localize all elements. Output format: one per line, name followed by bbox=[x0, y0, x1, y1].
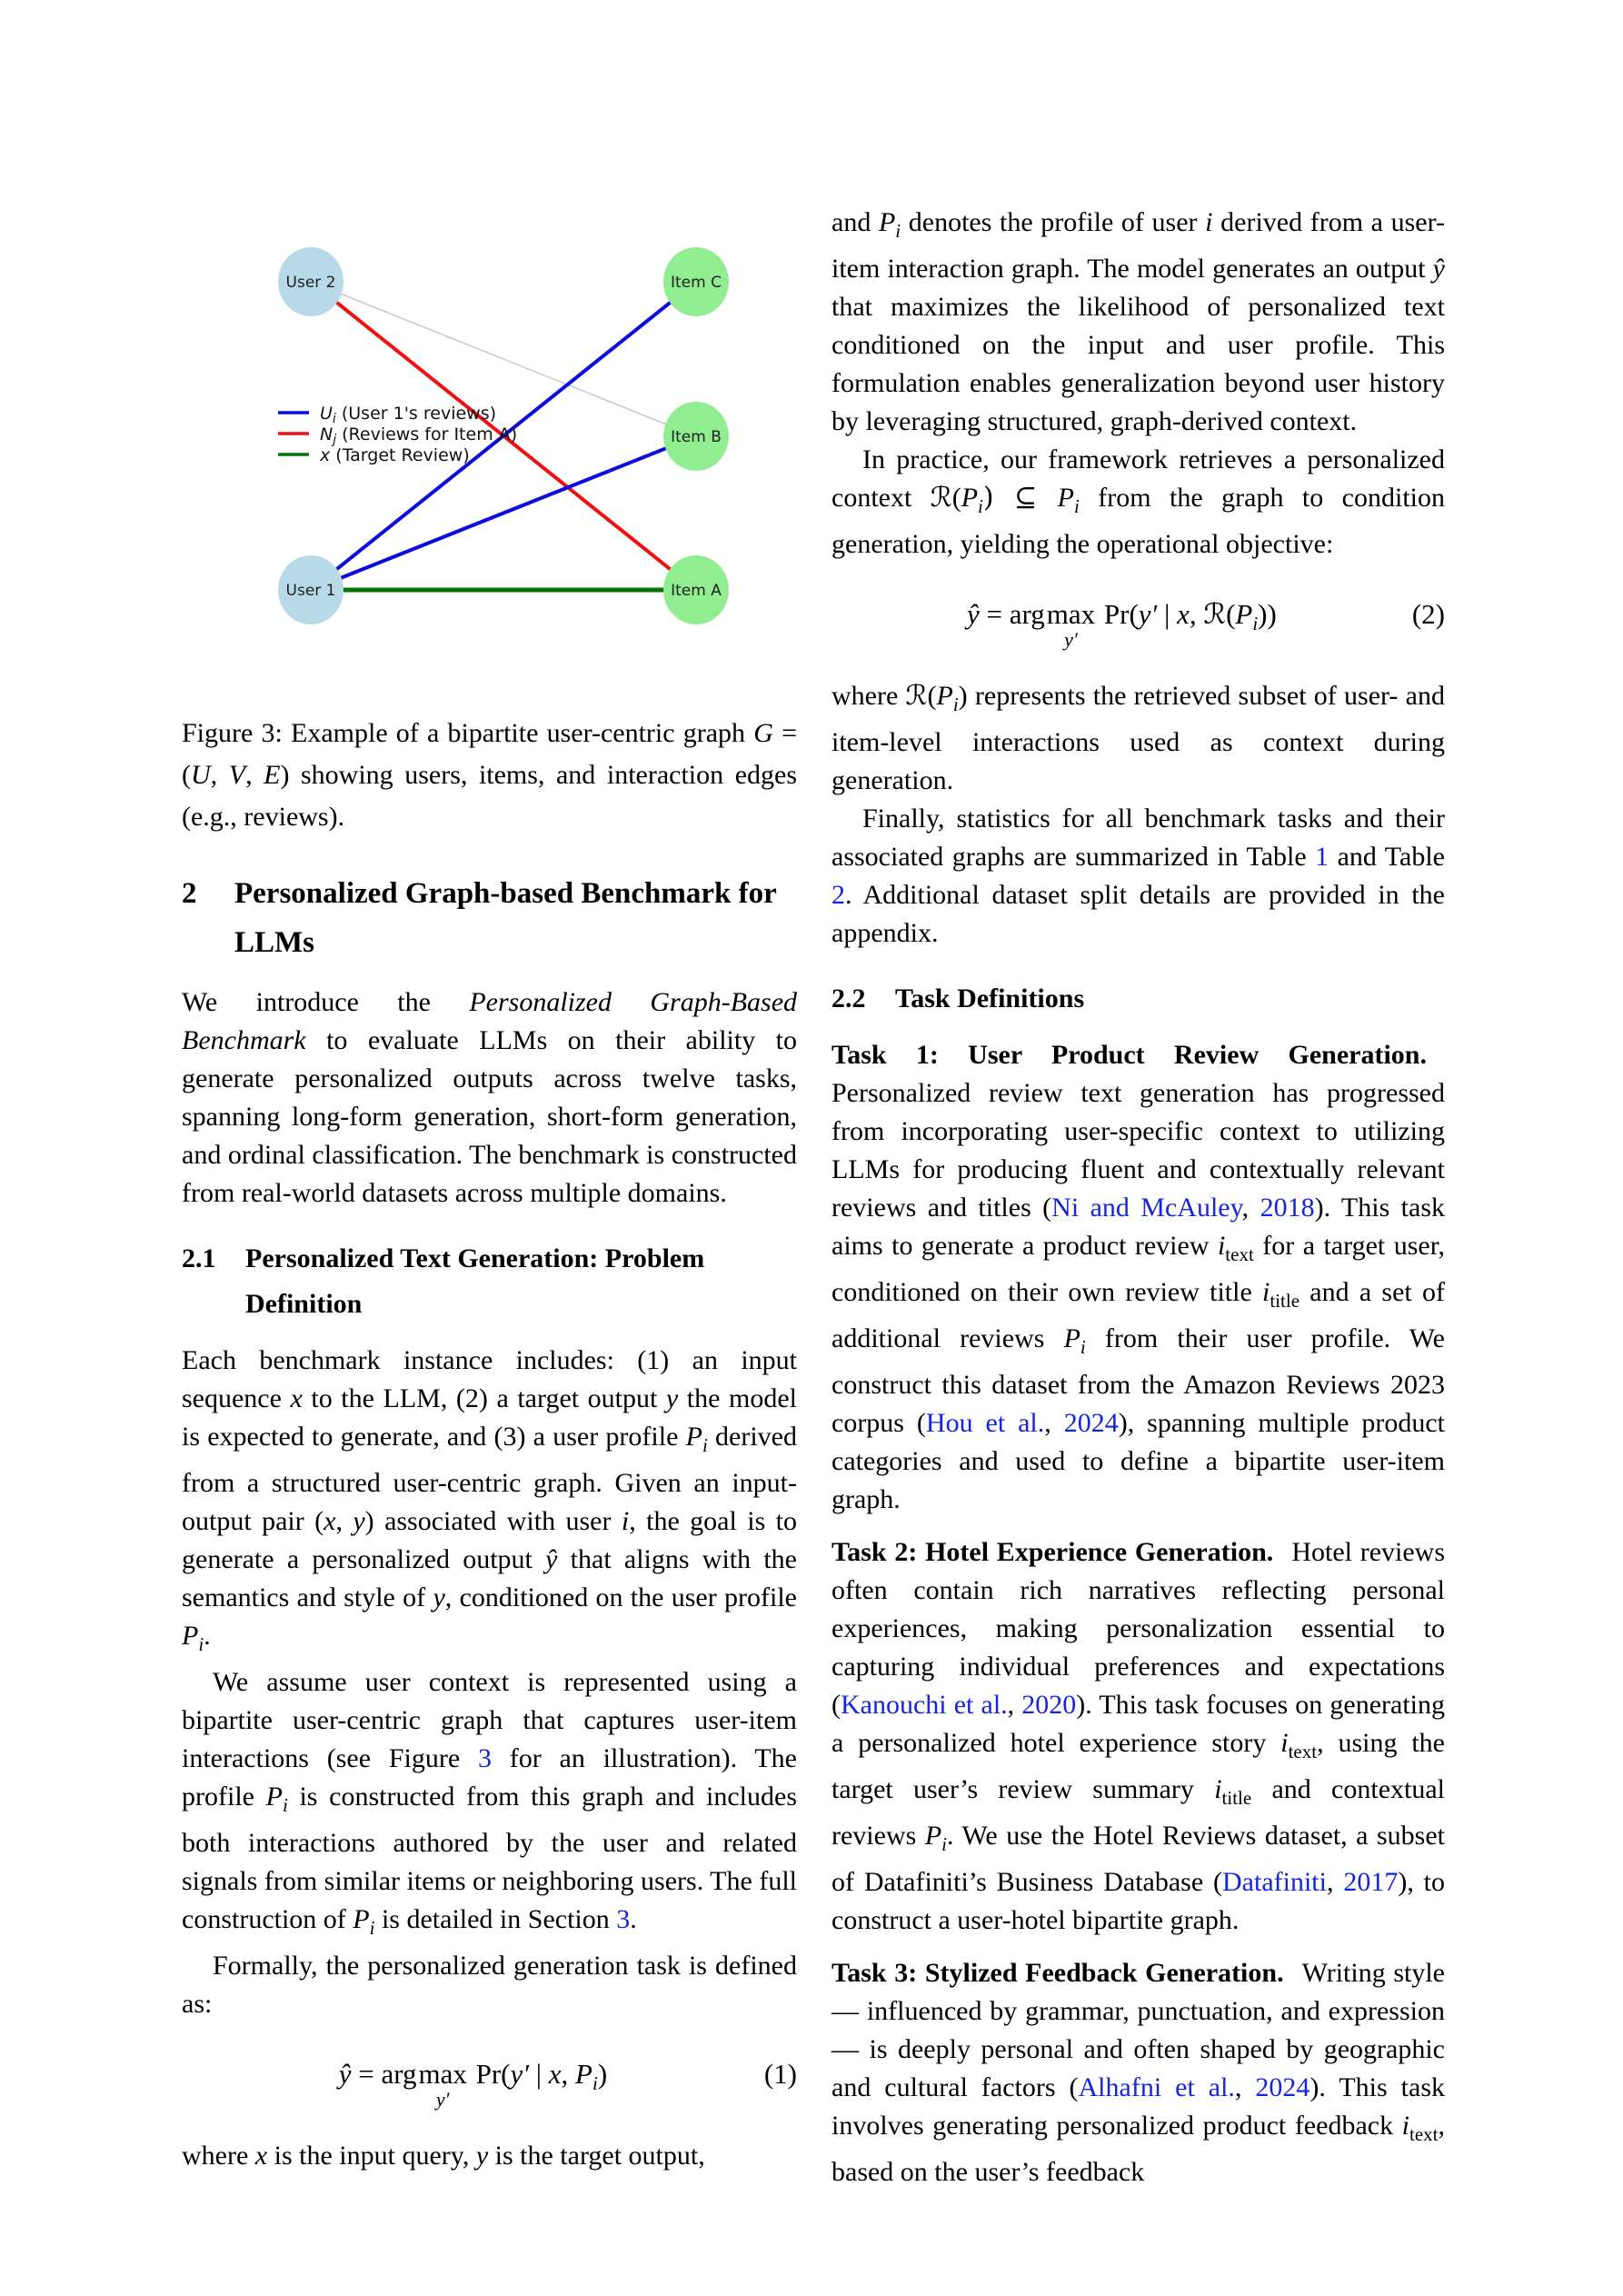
text-run: is constructed from this graph and includes both interactions authored by the user and related signals from similar items or neighboring users. The full construction of bbox=[182, 1782, 797, 1934]
text-run: text bbox=[1409, 2123, 1439, 2145]
text-run: y bbox=[665, 1383, 679, 1413]
text-run: We introduce the bbox=[182, 987, 470, 1017]
para-task-2 bbox=[831, 1533, 1445, 1940]
legend-label: $N_j$ (Reviews for Item A) bbox=[320, 424, 518, 447]
text-run: denotes the profile of user bbox=[901, 207, 1206, 237]
equation-number: (1) bbox=[763, 2058, 797, 2090]
citation-link[interactable]: 3 bbox=[477, 1743, 492, 1773]
text-run: V bbox=[228, 760, 246, 790]
equation-body bbox=[182, 2058, 764, 2111]
text-run: i bbox=[1214, 1774, 1222, 1804]
bipartite-graph bbox=[136, 209, 827, 700]
graph-node-label: Item A bbox=[671, 582, 722, 600]
graph-node-user2 bbox=[278, 247, 344, 316]
text-run: x bbox=[290, 1383, 303, 1413]
text-run: ). This task involves generating personalized product feedback bbox=[831, 2072, 1445, 2141]
text-run: P bbox=[878, 207, 896, 237]
text-run: i bbox=[978, 495, 983, 517]
text-run: ŷ bbox=[545, 1544, 558, 1574]
graph-node-label: User 1 bbox=[285, 582, 336, 600]
text-run: y′ bbox=[1138, 598, 1158, 630]
text-run: , bbox=[1234, 2072, 1256, 2102]
legend-item-1 bbox=[278, 404, 496, 426]
text-run: Pr( bbox=[468, 2058, 511, 2090]
text-run: Each benchmark instance includes: (1) an input sequence bbox=[182, 1345, 797, 1413]
text-run: , bbox=[210, 760, 229, 790]
para-profile-continuation bbox=[831, 204, 1445, 441]
text-run: and Table bbox=[1329, 842, 1445, 872]
left-column bbox=[182, 209, 797, 2175]
text-run: represents the retrieved subset of user- and item-level interactions used as context during generation. bbox=[831, 681, 1445, 795]
text-run: text bbox=[1288, 1741, 1318, 1762]
text-run: , bbox=[1241, 1193, 1260, 1223]
citation-link[interactable]: 3 bbox=[616, 1904, 631, 1934]
right-column bbox=[831, 204, 1445, 2191]
text-run: ( bbox=[927, 681, 937, 711]
text-run: P bbox=[1063, 1323, 1080, 1353]
text-run: Task 2: Hotel Experience Generation. bbox=[831, 1537, 1274, 1567]
text-run: ŷ bbox=[1432, 254, 1445, 284]
text-run: from the graph to condition generation, yielding the operational objective: bbox=[831, 483, 1445, 559]
equation-1 bbox=[182, 2058, 797, 2111]
text-run: i bbox=[952, 694, 959, 715]
para-problem-definition bbox=[182, 1342, 797, 1663]
text-run: i bbox=[1217, 1231, 1226, 1261]
legend-label: x (Target Review) bbox=[320, 445, 470, 465]
text-run: x bbox=[254, 2141, 268, 2171]
section-number: 2 bbox=[182, 877, 197, 910]
text-run: In practice, our framework retrieves a personalized context bbox=[831, 444, 1445, 513]
text-run: P bbox=[924, 1821, 942, 1851]
text-run: P bbox=[961, 483, 979, 513]
text-run: , bbox=[1007, 1690, 1022, 1720]
text-run: i bbox=[198, 1633, 204, 1655]
citation-link[interactable]: 1 bbox=[1315, 842, 1329, 872]
text-run: Task 3: Stylized Feedback Generation. bbox=[831, 1958, 1284, 1988]
text-run: y bbox=[353, 1506, 365, 1536]
text-run: Personalized review text generation has progressed from incorporating user-specific context to utilizing LLMs for producing fluent and contextually relevant reviews and titles ( bbox=[831, 1078, 1445, 1223]
text-run: ŷ bbox=[967, 598, 980, 630]
text-run: ( bbox=[951, 483, 961, 513]
text-run: P bbox=[182, 1621, 199, 1651]
text-run: , bbox=[245, 760, 264, 790]
text-run: i bbox=[1080, 1336, 1086, 1358]
text-run: to the LLM, (2) a target output bbox=[302, 1383, 666, 1413]
citation-link[interactable]: 2024 bbox=[1255, 2072, 1310, 2102]
graph-node-label: User 2 bbox=[285, 274, 336, 292]
text-run: i bbox=[1280, 1728, 1289, 1758]
text-run: ( bbox=[1226, 598, 1236, 630]
text-run: | bbox=[529, 2058, 549, 2090]
text-run: = arg bbox=[351, 2058, 417, 2090]
argmax-operator: max y′ bbox=[1046, 598, 1096, 651]
text-run: P bbox=[265, 1782, 283, 1812]
text-run: Writing style — influenced by grammar, punctuation, and expression — is deeply personal and often shaped by geographic and cultural factors ( bbox=[831, 1958, 1445, 2102]
para-user-context bbox=[182, 1663, 797, 1947]
text-run: , conditioned on the user profile bbox=[444, 1582, 797, 1612]
text-run: ℛ bbox=[905, 680, 928, 712]
text-run: y bbox=[475, 2141, 489, 2171]
citation-link[interactable]: 2017 bbox=[1343, 1867, 1399, 1897]
text-run: , bbox=[561, 2058, 576, 2090]
section-number: 2.2 bbox=[831, 983, 866, 1013]
text-run: . Additional dataset split details are provided in the appendix. bbox=[831, 880, 1445, 948]
para-task-3 bbox=[831, 1954, 1445, 2191]
legend-item-2 bbox=[278, 424, 517, 447]
text-run: | bbox=[1157, 598, 1178, 630]
text-run: is the input query, bbox=[267, 2141, 476, 2171]
text-run: and a set of additional reviews bbox=[831, 1277, 1445, 1353]
text-run: P bbox=[685, 1422, 702, 1452]
figure-caption bbox=[182, 713, 797, 838]
text-run: x bbox=[548, 2058, 562, 2090]
citation-link[interactable]: Datafiniti bbox=[1222, 1867, 1327, 1897]
text-run: is detailed in Section bbox=[374, 1904, 617, 1934]
text-run: y′ bbox=[510, 2058, 530, 2090]
text-run: , bbox=[1326, 1867, 1344, 1897]
text-run: ), spanning multiple product categories and used to define a bipartite user-item graph. bbox=[831, 1408, 1446, 1514]
text-run: ℛ bbox=[1203, 598, 1227, 631]
text-run: )) bbox=[1258, 598, 1277, 630]
graph-node-user1 bbox=[278, 555, 344, 624]
text-run: i bbox=[621, 1506, 630, 1536]
argmax-subscript: y′ bbox=[1064, 628, 1078, 651]
text-run: i bbox=[282, 1794, 288, 1816]
section-title: Task Definitions bbox=[895, 983, 1085, 1013]
text-run: P bbox=[936, 681, 953, 711]
text-run: Personalized Graph-Based Benchmark bbox=[182, 987, 798, 1055]
text-run: title bbox=[1221, 1787, 1252, 1809]
text-run: to evaluate LLMs on their ability to generate personalized outputs across twelve tasks, spanning long-form generation, short-form generation, and ordinal classification. The benchmark is constructed from real-world datasets across multiple domains. bbox=[182, 1025, 797, 1208]
text-run: for an illustration). The profile bbox=[182, 1743, 797, 1812]
text-run: is the target output, bbox=[488, 2141, 705, 2171]
section-number: 2.1 bbox=[182, 1243, 216, 1273]
text-run: Finally, statistics for all benchmark tasks and their associated graphs are summarized in Table bbox=[831, 804, 1445, 872]
text-run: E bbox=[264, 760, 281, 790]
text-run: , using the target user’s review summary bbox=[831, 1728, 1445, 1804]
text-run: i bbox=[1205, 207, 1213, 237]
text-run: , bbox=[1044, 1408, 1064, 1438]
text-run: = arg bbox=[979, 598, 1045, 630]
text-run: i bbox=[941, 1833, 947, 1855]
section-heading-2-2 bbox=[831, 976, 1445, 1022]
text-run: the model is expected to generate, and (3) a user profile bbox=[182, 1383, 798, 1452]
citation-link[interactable]: 2018 bbox=[1260, 1193, 1315, 1223]
para-task-1 bbox=[831, 1036, 1445, 1519]
text-run: y bbox=[433, 1582, 445, 1612]
equation-number: (2) bbox=[1411, 598, 1445, 630]
text-run: ) associated with user bbox=[364, 1506, 622, 1536]
graph-node-itemA bbox=[663, 555, 729, 624]
text-run: , bbox=[335, 1506, 353, 1536]
legend-item-3 bbox=[278, 445, 470, 465]
text-run: i bbox=[1074, 495, 1080, 517]
text-run: for a target user, conditioned on their own review title bbox=[831, 1231, 1445, 1307]
para-finally bbox=[831, 800, 1445, 953]
text-run: ). This task aims to generate a product review bbox=[831, 1193, 1446, 1261]
text-run: i bbox=[1252, 613, 1259, 634]
para-benchmark-intro bbox=[182, 983, 797, 1213]
graph-node-label: Item C bbox=[671, 274, 722, 292]
text-run: and bbox=[831, 207, 879, 237]
graph-node-itemC bbox=[663, 247, 729, 316]
text-run: where bbox=[831, 681, 906, 711]
citation-link[interactable]: 2024 bbox=[1063, 1408, 1119, 1438]
text-run: that aligns with the semantics and style of bbox=[182, 1544, 797, 1612]
text-run: i bbox=[592, 2072, 598, 2094]
text-run: title bbox=[1270, 1290, 1300, 1312]
text-run: Formally, the personalized generation task is defined as: bbox=[182, 1951, 797, 2019]
text-run: ), to construct a user-hotel bipartite graph. bbox=[831, 1867, 1446, 1935]
text-run: P bbox=[1057, 483, 1074, 513]
citation-link[interactable]: 2020 bbox=[1021, 1690, 1077, 1720]
text-run: ŷ bbox=[338, 2058, 352, 2090]
text-run: . We use the Hotel Reviews dataset, a subset of Datafiniti’s Business Database ( bbox=[831, 1821, 1445, 1897]
text-run: , bbox=[1189, 598, 1204, 630]
text-run: , based on the user’s feedback bbox=[831, 2111, 1445, 2187]
text-run: ). This task focuses on generating a personalized hotel experience story bbox=[831, 1690, 1445, 1758]
text-run: that maximizes the likelihood of personalized text conditioned on the input and user profile. This formulation enables generalization beyond user history by leveraging structured, graph-derived context. bbox=[831, 292, 1445, 436]
argmax-subscript: y′ bbox=[435, 2088, 450, 2111]
citation-link[interactable]: Hou et al. bbox=[925, 1408, 1045, 1438]
argmax-operator: max y′ bbox=[418, 2058, 467, 2111]
text-run: ) showing users, items, and interaction edges (e.g., reviews). bbox=[182, 760, 798, 832]
citation-link[interactable]: Alhafni et al. bbox=[1078, 2072, 1235, 2102]
text-run: Figure 3: Example of a bipartite user-centric graph bbox=[182, 718, 754, 748]
text-run: G bbox=[753, 718, 773, 748]
text-run: ℛ bbox=[930, 482, 952, 514]
para-where-2 bbox=[831, 677, 1445, 800]
equation-body bbox=[831, 598, 1412, 651]
legend-label: $U_i$ (User 1's reviews) bbox=[320, 404, 497, 426]
citation-link[interactable]: 2 bbox=[831, 880, 845, 910]
text-run: P bbox=[575, 2058, 592, 2090]
text-run: Pr( bbox=[1097, 598, 1139, 630]
text-run: U bbox=[191, 760, 211, 790]
text-run: derived from a structured user-centric graph. Given an input-output pair ( bbox=[182, 1422, 797, 1536]
text-run: ) bbox=[597, 2058, 608, 2090]
equation-2 bbox=[831, 598, 1445, 651]
text-run: i bbox=[702, 1434, 708, 1456]
text-run: i bbox=[1262, 1277, 1270, 1307]
text-run: derived from a user-item interaction graph. The model generates an output bbox=[831, 207, 1445, 284]
text-run: P bbox=[1235, 598, 1253, 630]
text-run: where bbox=[182, 2141, 255, 2171]
para-in-practice bbox=[831, 441, 1445, 564]
text-run: i bbox=[895, 220, 901, 242]
citation-link[interactable]: Ni and McAuley bbox=[1051, 1193, 1242, 1223]
citation-link[interactable]: Kanouchi et al. bbox=[841, 1690, 1008, 1720]
text-run: ) ⊆ bbox=[982, 482, 1058, 514]
text-run: We assume user context is represented using a bipartite user-centric graph that captures user-item interactions (see Figure bbox=[182, 1667, 797, 1773]
text-run: from their user profile. We construct this dataset from the Amazon Reviews 2023 corpus ( bbox=[831, 1323, 1445, 1438]
text-run: x bbox=[324, 1506, 336, 1536]
text-run: = ( bbox=[182, 718, 797, 790]
text-run: i bbox=[1401, 2111, 1409, 2141]
text-run: ) bbox=[958, 681, 968, 711]
text-run: and contextual reviews bbox=[831, 1774, 1445, 1851]
para-formally bbox=[182, 1947, 797, 2023]
section-heading-2-1 bbox=[182, 1236, 797, 1327]
text-run: , the goal is to generate a personalized output bbox=[182, 1506, 797, 1574]
graph-node-label: Item B bbox=[671, 428, 722, 446]
graph-node-itemB bbox=[663, 402, 729, 471]
text-run: x bbox=[1177, 598, 1190, 630]
text-run: P bbox=[353, 1904, 370, 1934]
text-run: i bbox=[369, 1917, 375, 1939]
text-run: text bbox=[1225, 1243, 1254, 1265]
text-run: Task 1: User Product Review Generation. bbox=[831, 1040, 1427, 1070]
section-title: Personalized Graph-based Benchmark for LLMs bbox=[234, 877, 777, 959]
text-run: . bbox=[630, 1904, 637, 1934]
text-run: . bbox=[204, 1621, 211, 1651]
section-title: Personalized Text Generation: Problem Definition bbox=[245, 1243, 705, 1319]
para-where-1 bbox=[182, 2137, 797, 2175]
section-heading-2 bbox=[182, 869, 797, 967]
text-run: Hotel reviews often contain rich narratives reflecting personal experiences, making personalization essential to capturing individual preferences and expectations ( bbox=[831, 1537, 1445, 1720]
figure-3 bbox=[136, 209, 827, 700]
